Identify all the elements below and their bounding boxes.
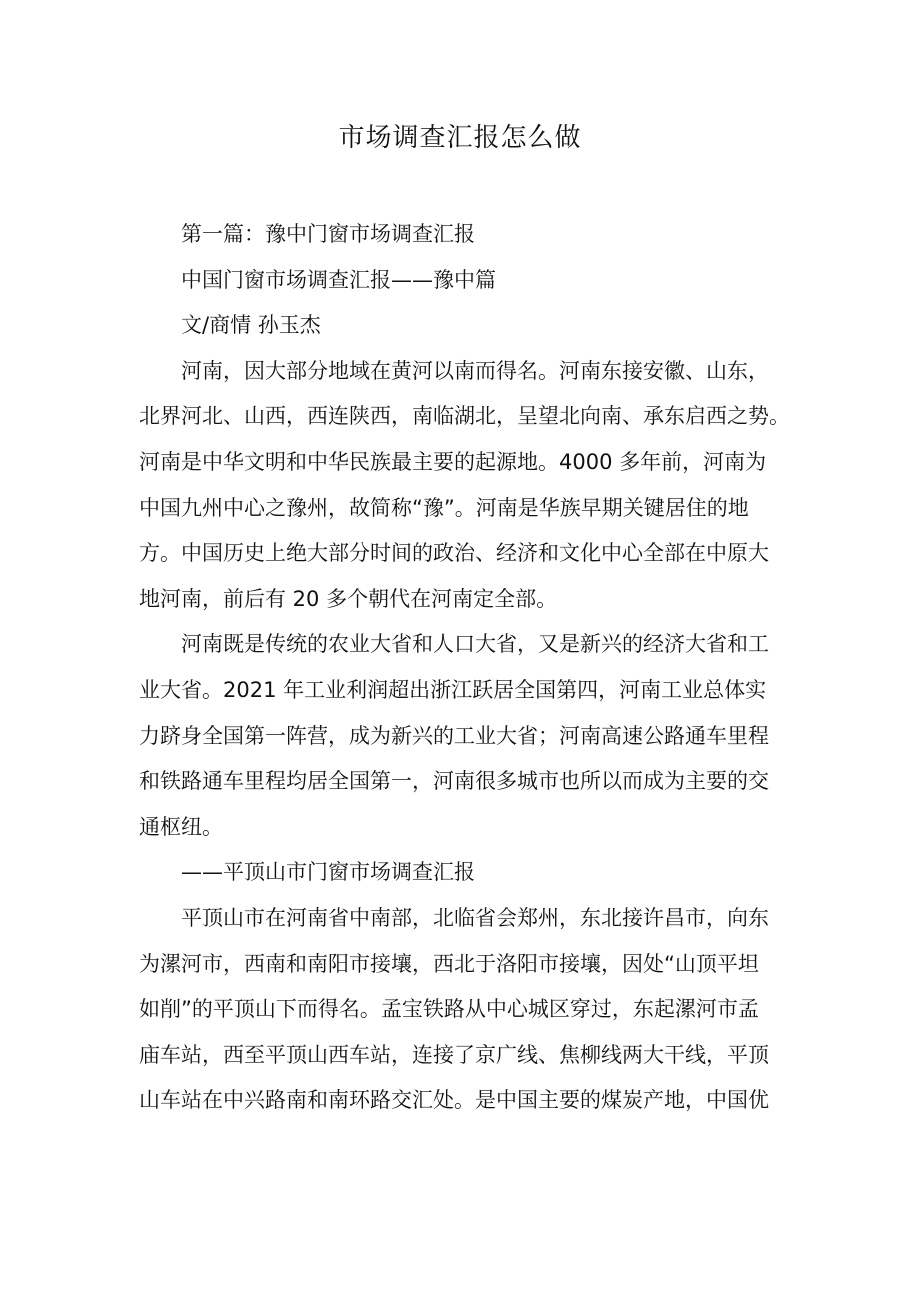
text-line: 庙车站，西至平顶山西车站，连接了京广线、焦柳线两大干线，平顶 xyxy=(139,1042,769,1067)
text-line: 河南是中华文明和中华民族最主要的起源地。4000 多年前，河南为 xyxy=(139,449,767,474)
text-line: 力跻身全国第一阵营，成为新兴的工业大省；河南高速公路通车里程 xyxy=(139,723,769,748)
text-line: 和铁路通车里程均居全国第一，河南很多城市也所以而成为主要的交 xyxy=(139,769,769,794)
text-line: 地河南，前后有 20 多个朝代在河南定全部。 xyxy=(139,586,558,611)
document-body xyxy=(139,212,789,1124)
text-line: 方。中国历史上绝大部分时间的政治、经济和文化中心全部在中原大 xyxy=(139,541,769,566)
text-line: 为漯河市，西南和南阳市接壤，西北于洛阳市接壤，因处“山顶平坦 xyxy=(139,951,759,976)
text-line: 中国九州中心之豫州，故简称“豫”。河南是华族早期关键居住的地 xyxy=(139,495,749,520)
text-line: 北界河北、山西，西连陕西，南临湖北，呈望北向南、承东启西之势。 xyxy=(139,404,790,429)
text-line: 业大省。2021 年工业利润超出浙江跃居全国第四，河南工业总体实 xyxy=(139,677,767,702)
text-line: 河南既是传统的农业大省和人口大省，又是新兴的经济大省和工 xyxy=(181,632,769,657)
text-line: 第一篇：豫中门窗市场调查汇报 xyxy=(181,222,475,246)
text-line: 如削”的平顶山下而得名。孟宝铁路从中心城区穿过，东起漯河市孟 xyxy=(139,997,759,1022)
text-line: 河南，因大部分地域在黄河以南而得名。河南东接安徽、山东， xyxy=(181,358,769,383)
text-line: 山车站在中兴路南和南环路交汇处。是中国主要的煤炭产地，中国优 xyxy=(139,1088,769,1113)
document-title: 市场调查汇报怎么做 xyxy=(338,123,582,153)
text-line: 通枢纽。 xyxy=(139,814,223,839)
text-line: 文/商情 孙玉杰 xyxy=(181,313,321,338)
text-line: ——平顶山市门窗市场调查汇报 xyxy=(181,860,475,885)
text-line: 平顶山市在河南省中南部，北临省会郑州，东北接许昌市，向东 xyxy=(181,905,769,930)
text-line: 中国门窗市场调查汇报——豫中篇 xyxy=(181,267,496,292)
